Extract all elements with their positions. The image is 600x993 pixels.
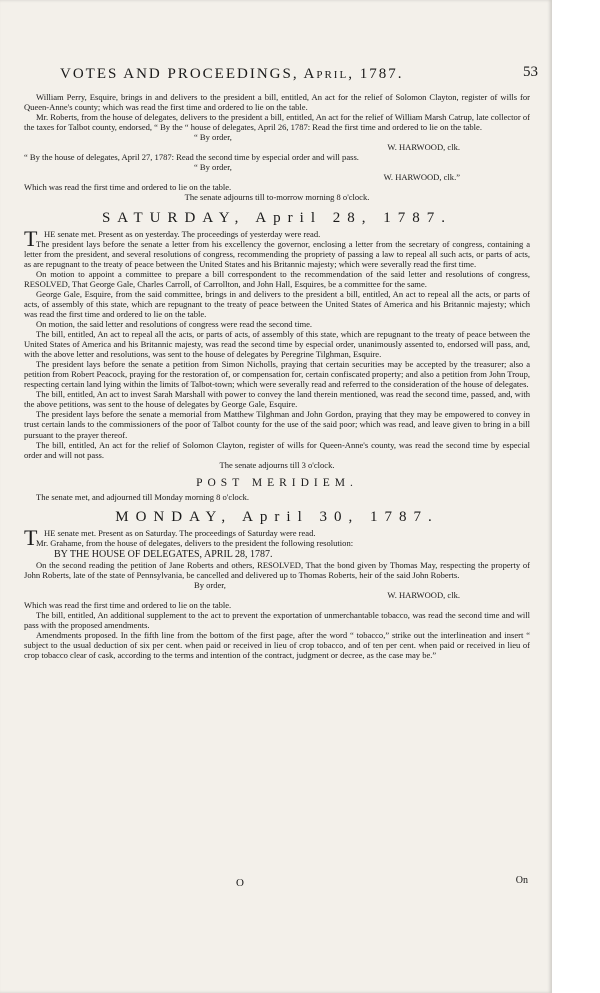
paragraph: On motion, the said letter and resolutions of congress were read the second time.	[36, 318, 313, 329]
paragraph: On the second reading the petition of Jane Roberts and others, RESOLVED, That the bond given by Thomas May, respecting the property of John Roberts, late of the state of Pennsylvania, be cancelled and delivered up to Thomas Roberts, heir of the said John Roberts.	[24, 559, 530, 581]
page-number: 53	[523, 64, 538, 80]
opening-text: HE senate met. Present as on yesterday. The proceedings of yesterday were read.	[44, 228, 321, 239]
catchword: On	[515, 875, 528, 886]
paragraph: Mr. Grahame, from the house of delegates, delivers to the president the following resolution:	[36, 537, 354, 548]
paragraph: The bill, entitled, An act to invest Sarah Marshall with power to convey the land therein mentioned, was read the second time, passed, and, with the above petitions, was sent to the house of delegates by George Gale, Esquire.	[24, 389, 530, 410]
paragraph: Which was read the first time and ordered to lie on the table.	[24, 600, 232, 611]
paragraph: Which was read the first time and ordered to lie on the table.	[24, 182, 232, 193]
day-heading-saturday: SATURDAY, April 28, 1787.	[101, 209, 453, 226]
paragraph: The president lays before the senate a petition from Simon Nicholls, praying that certain securities may be accepted by the treasurer; also a petition from Robert Peacock, praying for the restoration of, or compensation for, certain confiscated property; and also a petition from John Troup, respecting certain land lying within the limits of Talbot-town; which were severally read and referred to the consideration of the house of delegates.	[24, 359, 530, 390]
opening-paragraph	[24, 225, 530, 251]
paragraph: The bill, entitled, An act to repeal all the acts, or parts of acts, of assembly of this state, which are repugnant to the treaty of peace between the United States of America and his Britannic majesty, was read the second time by especial order, unanimously assented to, endorsed will pass, and, with the above letter and resolutions, was sent to the house of delegates by Peregrine Tilghman, Esquire.	[24, 329, 530, 360]
page-margin	[552, 0, 600, 993]
drop-cap: T	[24, 225, 38, 251]
paragraph: Mr. Roberts, from the house of delegates, delivers to the president a bill, entitled, An act for the relief of William Marsh Catrup, late collector of the taxes for Talbot county, endorsed, “ By the “ house of delegates, April 26, 1787: Read the first time and ordered to lie on the table.	[24, 112, 530, 133]
text-column	[24, 92, 530, 660]
clerk-signature: W. HARWOOD, clk.	[387, 590, 460, 601]
clerk-signature: W. HARWOOD, clk.”	[383, 172, 460, 183]
paragraph: George Gale, Esquire, from the said committee, brings in and delivers to the president a bill, entitled, An act to repeal all the acts, or parts of acts, of assembly of this state, which are repugnant to the treaty of peace between the United States of America and his Britannic majesty; which was read the first time and ordered to lie on the table.	[24, 288, 530, 319]
post-meridiem-heading: POST MERIDIEM.	[196, 476, 358, 489]
day-heading-monday: MONDAY, April 30, 1787.	[115, 508, 439, 525]
paragraph: “ By the house of delegates, April 27, 1787: Read the second time by especial order and will pass.	[24, 152, 359, 163]
by-order: “ By order,	[194, 162, 232, 173]
clerk-signature: W. HARWOOD, clk.	[387, 142, 460, 153]
signature-mark: O	[236, 877, 244, 889]
paragraph: The president lays before the senate a letter from his excellency the governor, enclosing a letter from the secretary of congress, containing a letter from the president, and several resolutions of congress, recommending the propriety of passing a law to repeal all such acts, or parts of acts, as are repugnant to the treaty of peace between the United States and his Britannic majesty; which were severally read the first time.	[24, 238, 530, 269]
by-order: “ By order,	[194, 132, 232, 143]
by-house-heading: BY THE HOUSE OF DELEGATES, APRIL 28, 1787.	[54, 548, 273, 560]
adjournment: The senate adjourns till 3 o'clock.	[219, 459, 335, 470]
paragraph: The senate met, and adjourned till Monday morning 8 o'clock.	[36, 491, 250, 502]
paragraph: The president lays before the senate a memorial from Matthew Tilghman and John Gordon, praying that they may be empowered to convey in trust certain lands to the commissioners of the poor of Talbot county for the use of the said poor; which was read, and leave given to bring in a bill pursuant to the prayer thereof.	[24, 409, 530, 440]
by-order: By order,	[194, 580, 226, 591]
page-header	[60, 66, 538, 83]
paragraph: The bill, entitled, An additional supplement to the act to prevent the exportation of unmerchantable tobacco, was read the second time and will pass with the proposed amendments.	[24, 610, 530, 631]
paragraph: On motion to appoint a committee to prepare a bill correspondent to the recommendation of the said letter and resolutions of congress, RESOLVED, That George Gale, Charles Carroll, of Carrollton, and John Hall, Esquires, be a committee for the same.	[24, 268, 530, 289]
drop-cap: T	[24, 524, 38, 550]
running-title: VOTES AND PROCEEDINGS, April, 1787.	[60, 66, 404, 82]
paragraph: William Perry, Esquire, brings in and delivers to the president a bill, entitled, An act for the relief of Solomon Clayton, register of wills for Queen-Anne's county; which was read the first time and ordered to lie on the table.	[24, 92, 530, 113]
paragraph: Amendments proposed. In the fifth line from the bottom of the first page, after the word “ tobacco,” strike out the interlineation and insert “ subject to the usual deduction of six per cent. when paid or received in lieu of crop tobacco, and of ten per cent. when paid or received in lieu of crop tobacco clear of cask, according to the terms and intention of the contract, judgment or decree, as the case may be.”	[24, 630, 530, 661]
adjournment: The senate adjourns till to-morrow morning 8 o'clock.	[184, 192, 370, 203]
paragraph: The bill, entitled, An act for the relief of Solomon Clayton, register of wills for Queen-Anne's county, was read the second time by especial order and will not pass.	[24, 439, 530, 460]
opening-text: HE senate met. Present as on Saturday. The proceedings of Saturday were read.	[44, 527, 316, 538]
